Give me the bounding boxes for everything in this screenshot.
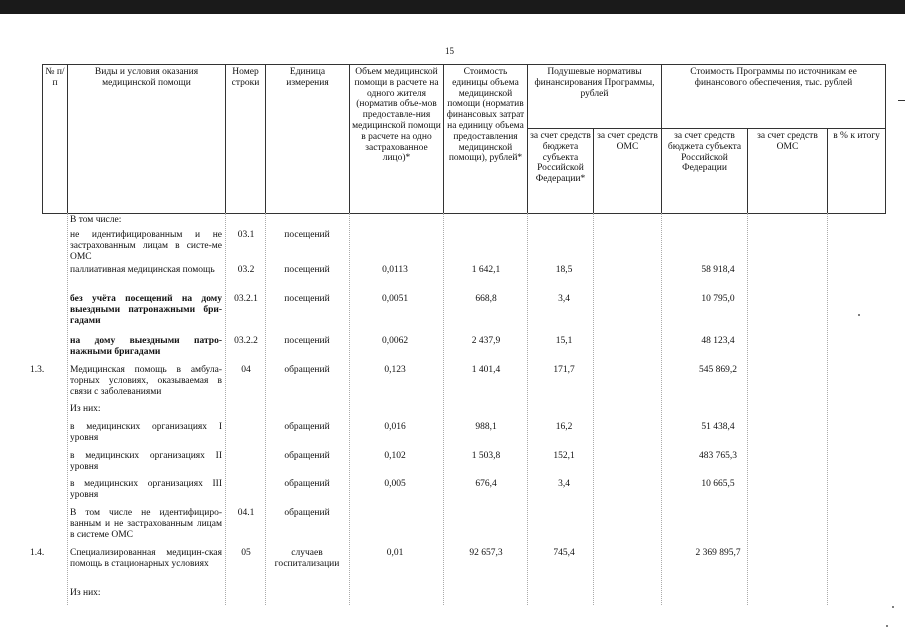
row-code: 05 bbox=[241, 548, 251, 558]
row-program-budget: 51 438,4 bbox=[701, 422, 735, 432]
row-number: 1.3. bbox=[30, 365, 45, 375]
row-unit-cost: 2 437,9 bbox=[471, 336, 501, 346]
row-code: 03.2 bbox=[237, 265, 255, 275]
row-code: 04 bbox=[241, 365, 251, 375]
row-description: не идентифицированным и не застрахованным лицам в систе-ме ОМС bbox=[70, 230, 222, 262]
header-row-number: Номер строки bbox=[226, 65, 266, 214]
column-divider bbox=[661, 213, 662, 605]
row-program-budget: 2 369 895,7 bbox=[695, 548, 741, 558]
row-description: Медицинская помощь в амбула-торных условиях, оказываемая в связи с заболеваниями bbox=[70, 365, 222, 397]
row-unit: посещений bbox=[284, 294, 330, 304]
row-unit-cost: 676,4 bbox=[475, 479, 497, 489]
row-per-capita: 18,5 bbox=[555, 265, 573, 275]
header-program-budget: за счет средств бюджета субъекта Российской Федерации bbox=[662, 129, 748, 214]
row-per-capita: 171,7 bbox=[553, 365, 575, 375]
header-per-capita-oms: за счет средств ОМС bbox=[594, 129, 662, 214]
page-number: 15 bbox=[445, 46, 454, 56]
row-program-budget: 10 665,5 bbox=[701, 479, 735, 489]
row-description: в медицинских организациях II уровня bbox=[70, 451, 222, 472]
header-program-cost: Стоимость Программы по источникам ее финансового обеспечения, тыс. рублей bbox=[662, 65, 886, 129]
row-unit: случаев госпитализации bbox=[274, 548, 340, 569]
row-unit: обращений bbox=[284, 365, 330, 375]
row-volume: 0,01 bbox=[386, 548, 404, 558]
row-per-capita: 16,2 bbox=[555, 422, 573, 432]
row-description: Из них: bbox=[70, 404, 101, 414]
row-per-capita: 745,4 bbox=[553, 548, 575, 558]
row-unit: посещений bbox=[284, 336, 330, 346]
row-code: 03.1 bbox=[237, 230, 255, 240]
row-unit-cost: 1 642,1 bbox=[471, 265, 501, 275]
scan-speck bbox=[858, 314, 860, 316]
row-unit-cost: 988,1 bbox=[475, 422, 497, 432]
row-unit: посещений bbox=[284, 265, 330, 275]
row-description: в медицинских организациях III уровня bbox=[70, 479, 222, 500]
row-description: Специализированная медицин-ская помощь в стационарных условиях bbox=[70, 548, 222, 569]
row-program-budget: 48 123,4 bbox=[701, 336, 735, 346]
row-per-capita: 3,4 bbox=[558, 294, 570, 304]
row-code: 04.1 bbox=[237, 508, 255, 518]
row-code: 03.2.2 bbox=[234, 336, 258, 346]
scan-margin-mark bbox=[898, 100, 905, 101]
row-volume: 0,0113 bbox=[382, 265, 408, 275]
column-divider bbox=[827, 213, 828, 605]
row-volume: 0,102 bbox=[384, 451, 406, 461]
row-unit: посещений bbox=[284, 230, 330, 240]
scan-top-border bbox=[0, 0, 905, 14]
row-program-budget: 10 795,0 bbox=[701, 294, 735, 304]
row-unit: обращений bbox=[284, 479, 330, 489]
header-volume: Объем медицинской помощи в расчете на одного жителя (норматив объе-мов предоставле-ния медицинской помощи в расчете на одно застрахованное лицо)* bbox=[350, 65, 444, 214]
header-unit-cost: Стоимость единицы объема медицинской помощи (норматив финансовых затрат на единицу объема предоставления медицинской помощи), рублей* bbox=[444, 65, 528, 214]
scan-speck bbox=[886, 625, 888, 627]
header-program-oms: за счет средств ОМС bbox=[748, 129, 828, 214]
row-description: в медицинских организациях I уровня bbox=[70, 422, 222, 443]
header-kind: Виды и условия оказания медицинской помощи bbox=[68, 65, 226, 214]
row-program-budget: 483 765,3 bbox=[699, 451, 737, 461]
header-program-percent: в % к итогу bbox=[828, 129, 886, 214]
row-volume: 0,005 bbox=[384, 479, 406, 489]
column-divider bbox=[225, 213, 226, 605]
header-unit: Единица измерения bbox=[266, 65, 350, 214]
header-per-capita: Подушевые нормативы финансирования Программы, рублей bbox=[528, 65, 662, 129]
row-volume: 0,123 bbox=[384, 365, 406, 375]
row-volume: 0,016 bbox=[384, 422, 406, 432]
row-volume: 0,0051 bbox=[381, 294, 409, 304]
row-description: Из них: bbox=[70, 588, 101, 598]
row-program-budget: 545 869,2 bbox=[699, 365, 737, 375]
row-per-capita: 15,1 bbox=[555, 336, 573, 346]
row-description: В том числе не идентифициро-ванным и не застрахованным лицам в системе ОМС bbox=[70, 508, 222, 540]
row-description: без учёта посещений на дому выездными патронажными бри-гадами bbox=[70, 294, 222, 326]
row-program-budget: 58 918,4 bbox=[701, 265, 735, 275]
table-header bbox=[42, 64, 886, 214]
header-number: № п/п bbox=[43, 65, 68, 214]
row-unit: обращений bbox=[284, 422, 330, 432]
row-volume: 0,0062 bbox=[381, 336, 409, 346]
row-description: В том числе: bbox=[70, 215, 122, 225]
row-unit-cost: 92 657,3 bbox=[469, 548, 503, 558]
row-code: 03.2.1 bbox=[234, 294, 258, 304]
row-description: на дому выездными патро-нажными бригадами bbox=[70, 336, 222, 357]
row-description: паллиативная медицинская помощь bbox=[70, 265, 215, 275]
row-unit-cost: 668,8 bbox=[475, 294, 497, 304]
row-unit: обращений bbox=[284, 451, 330, 461]
row-unit-cost: 1 503,8 bbox=[471, 451, 501, 461]
scan-speck bbox=[892, 606, 894, 608]
row-per-capita: 152,1 bbox=[553, 451, 575, 461]
row-per-capita: 3,4 bbox=[558, 479, 570, 489]
row-unit-cost: 1 401,4 bbox=[471, 365, 501, 375]
row-number: 1.4. bbox=[30, 548, 45, 558]
header-per-capita-budget: за счет средств бюджета субъекта Российской Федерации* bbox=[528, 129, 594, 214]
row-unit: обращений bbox=[284, 508, 330, 518]
column-divider bbox=[67, 213, 68, 605]
